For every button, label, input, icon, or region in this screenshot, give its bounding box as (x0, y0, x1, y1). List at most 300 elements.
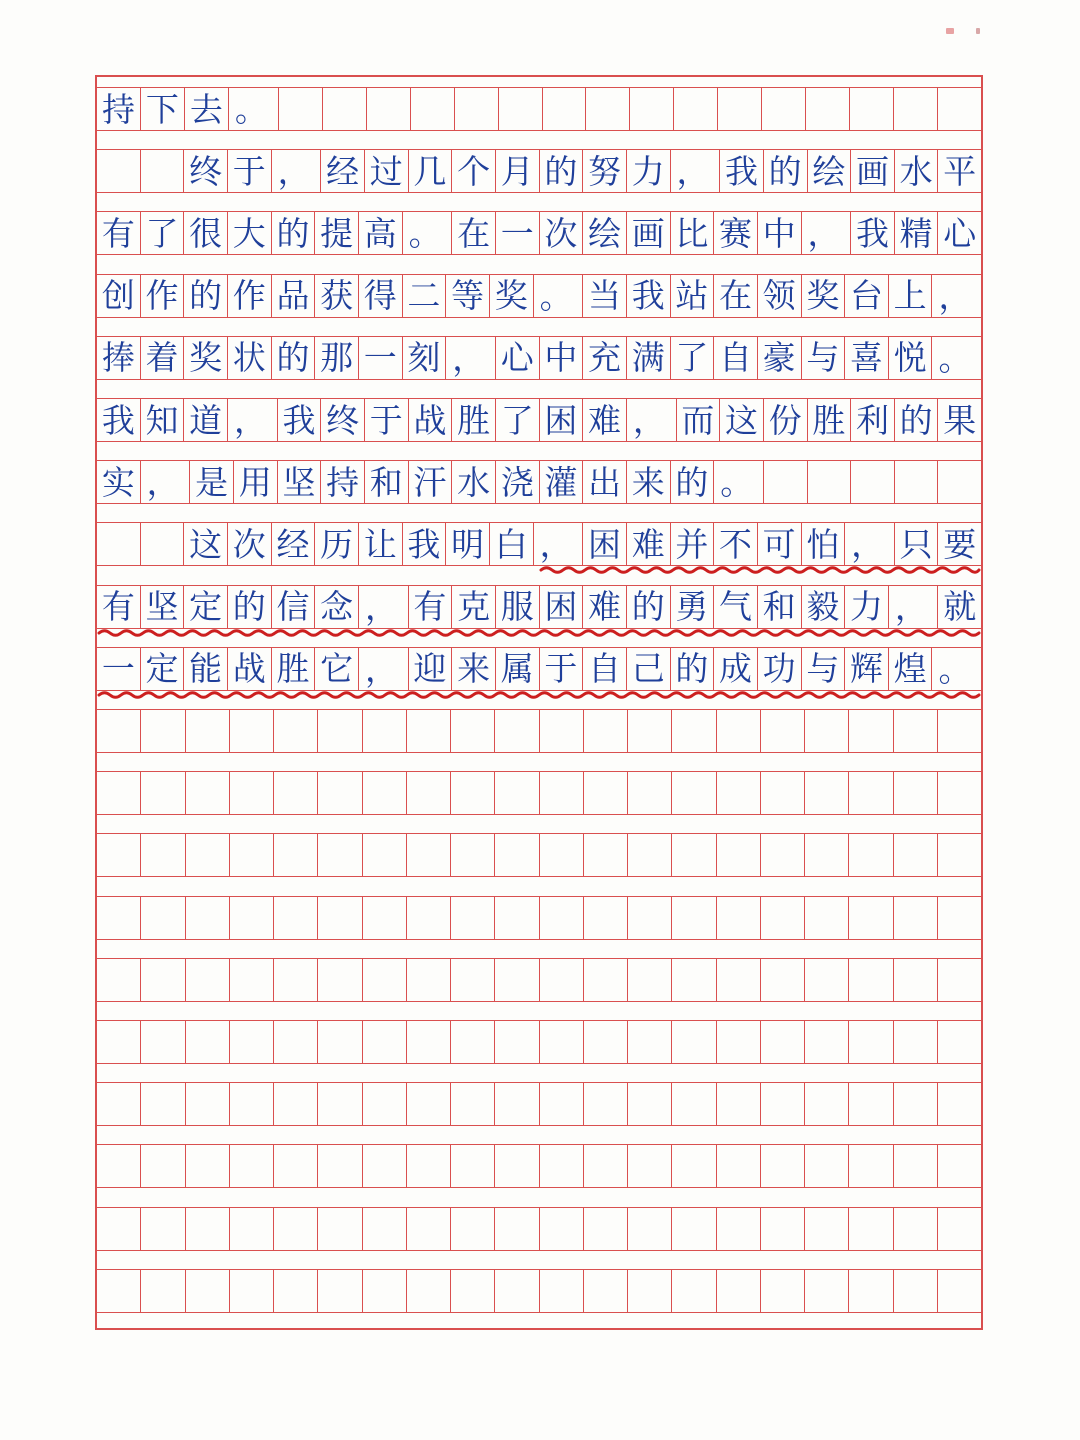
grid-cell (97, 523, 141, 565)
grid-cell (97, 834, 141, 876)
grid-cell (97, 772, 141, 814)
grid-cell (363, 710, 407, 752)
grid-cell: 心 (496, 337, 540, 379)
grid-cell (630, 88, 674, 130)
grid-cell (761, 1270, 805, 1312)
grid-cell (274, 834, 318, 876)
grid-cell (451, 834, 495, 876)
grid-cell (717, 772, 761, 814)
grid-cell (717, 1021, 761, 1063)
grid-cell: 中 (758, 212, 802, 254)
grid-cell (805, 897, 849, 939)
grid-row (97, 1269, 981, 1313)
grid-cell (628, 834, 672, 876)
grid-cell (717, 1208, 761, 1250)
grid-cell: 作 (141, 275, 185, 317)
grid-cell (894, 959, 938, 1001)
grid-cell (938, 461, 981, 503)
grid-cell (367, 88, 411, 130)
grid-cell (318, 897, 362, 939)
grid-cell (407, 1083, 451, 1125)
grid-cell (894, 1145, 938, 1187)
grid-cell (584, 772, 628, 814)
grid-cell: 定 (141, 648, 185, 690)
grid-cell: 赛 (714, 212, 758, 254)
grid-cell: 。 (229, 88, 279, 130)
grid-cell (318, 1021, 362, 1063)
grid-cell: 实 (97, 461, 141, 503)
grid-cell (672, 1083, 716, 1125)
grid-cell (628, 710, 672, 752)
grid-cell (318, 959, 362, 1001)
grid-cell: 我 (97, 399, 141, 441)
grid-cell: 大 (228, 212, 272, 254)
grid-cell (97, 1145, 141, 1187)
grid-cell: 了 (671, 337, 715, 379)
grid-cell: 来 (452, 648, 496, 690)
grid-cell (628, 959, 672, 1001)
grid-cell (761, 1083, 805, 1125)
grid-cell (407, 772, 451, 814)
grid-cell (761, 710, 805, 752)
grid-cell (849, 772, 893, 814)
wavy-underline-stroke (541, 568, 979, 573)
grid-cell (805, 772, 849, 814)
grid-row (97, 398, 981, 442)
grid-cell: 精 (895, 212, 939, 254)
grid-cell (363, 834, 407, 876)
grid-cell (411, 88, 455, 130)
grid-cell (628, 897, 672, 939)
grid-cell (938, 88, 981, 130)
grid-cell: 坚 (141, 586, 185, 628)
grid-cell: 水 (895, 150, 939, 192)
grid-cell: ， (845, 523, 895, 565)
grid-cell: 汗 (409, 461, 453, 503)
grid-row (97, 771, 981, 815)
grid-cell (186, 1021, 230, 1063)
grid-row (97, 1020, 981, 1064)
grid-row (97, 647, 981, 691)
page-mark-dot (946, 28, 954, 34)
grid-cell (318, 1208, 362, 1250)
grid-cell: ， (272, 150, 322, 192)
grid-cell (455, 88, 499, 130)
grid-cell (495, 959, 539, 1001)
grid-cell (584, 1145, 628, 1187)
grid-cell: 迎 (409, 648, 453, 690)
grid-cell (674, 88, 718, 130)
grid-cell: 困 (540, 399, 584, 441)
grid-cell (584, 1021, 628, 1063)
grid-cell (495, 834, 539, 876)
grid-cell (495, 1208, 539, 1250)
grid-cell (540, 1021, 584, 1063)
grid-cell: 等 (446, 275, 490, 317)
grid-cell: 要 (943, 524, 977, 564)
grid-cell (805, 834, 849, 876)
grid-cell (584, 897, 628, 939)
page-marks (946, 28, 980, 34)
grid-cell (849, 959, 893, 1001)
grid-cell (805, 1021, 849, 1063)
grid-cell: 战 (228, 648, 272, 690)
grid-row (97, 833, 981, 877)
grid-cell (495, 1021, 539, 1063)
grid-cell: 。 (534, 275, 584, 317)
grid-cell (274, 897, 318, 939)
grid-cell: 创 (97, 275, 141, 317)
grid-cell: 克 (452, 586, 496, 628)
grid-cell (628, 1208, 672, 1250)
grid-cell: 勇 (671, 586, 715, 628)
grid-cell (894, 1208, 938, 1250)
grid-cell (761, 834, 805, 876)
grid-cell: 持 (321, 461, 365, 503)
grid-cell (186, 1208, 230, 1250)
grid-cell: 坚 (278, 461, 322, 503)
grid-cell: 知 (141, 399, 185, 441)
grid-cell: 果 (943, 400, 977, 440)
grid-cell (186, 772, 230, 814)
grid-cell: 成 (714, 648, 758, 690)
grid-cell (363, 1021, 407, 1063)
grid-cell: 得 (359, 275, 403, 317)
grid-cell (672, 1145, 716, 1187)
grid-cell: 历 (315, 523, 359, 565)
grid-cell (363, 959, 407, 1001)
grid-cell (894, 834, 938, 876)
page-mark-dot (976, 28, 980, 34)
grid-cell (318, 1083, 362, 1125)
grid-cell: ， (141, 461, 191, 503)
grid-cell: 道 (184, 399, 228, 441)
grid-cell: ， (359, 648, 409, 690)
grid-cell (761, 897, 805, 939)
grid-cell (894, 88, 938, 130)
grid-cell (628, 1270, 672, 1312)
grid-cell: 己 (627, 648, 671, 690)
grid-cell: 而 (677, 399, 721, 441)
grid-cell (141, 1145, 185, 1187)
grid-cell: 心 (943, 213, 977, 253)
grid-cell (363, 1083, 407, 1125)
grid-row (97, 211, 981, 255)
grid-cell: 和 (758, 586, 802, 628)
grid-cell: 力 (627, 150, 671, 192)
grid-cell (806, 88, 850, 130)
grid-cell (230, 1021, 274, 1063)
grid-cell: 几 (409, 150, 453, 192)
grid-cell (849, 1021, 893, 1063)
grid-cell (451, 1021, 495, 1063)
grid-cell (363, 897, 407, 939)
grid-cell: 。 (938, 649, 972, 689)
grid-cell: 我 (627, 275, 671, 317)
grid-cell (584, 1270, 628, 1312)
grid-cell: 次 (228, 523, 272, 565)
grid-cell: 信 (272, 586, 316, 628)
grid-cell (717, 710, 761, 752)
grid-cell: 它 (315, 648, 359, 690)
grid-cell (849, 1145, 893, 1187)
grid-cell: 捧 (97, 337, 141, 379)
grid-cell (849, 710, 893, 752)
grid-cell (186, 1083, 230, 1125)
grid-cell: 品 (272, 275, 316, 317)
grid-cell (764, 461, 808, 503)
grid-cell: 过 (365, 150, 409, 192)
grid-cell: 了 (141, 212, 185, 254)
grid-cell: 一 (359, 337, 403, 379)
grid-cell (805, 710, 849, 752)
wavy-underline-stroke (99, 693, 979, 698)
grid-cell (141, 834, 185, 876)
grid-cell: 次 (540, 212, 584, 254)
grid-cell: 的 (184, 275, 228, 317)
grid-cell (97, 1083, 141, 1125)
grid-cell: 胜 (808, 399, 852, 441)
grid-cell (186, 710, 230, 752)
grid-cell: 困 (540, 586, 584, 628)
grid-cell (141, 772, 185, 814)
grid-cell (186, 959, 230, 1001)
grid-cell: 有 (409, 586, 453, 628)
grid-cell (407, 834, 451, 876)
grid-cell (717, 1083, 761, 1125)
grid-cell (274, 710, 318, 752)
grid-cell: 的 (671, 461, 715, 503)
grid-cell: 功 (758, 648, 802, 690)
grid-cell (849, 1270, 893, 1312)
grid-cell (805, 1270, 849, 1312)
grid-cell (718, 88, 762, 130)
grid-cell: ， (228, 399, 278, 441)
grid-cell (805, 1083, 849, 1125)
grid-cell (230, 772, 274, 814)
grid-cell (141, 897, 185, 939)
grid-row (97, 896, 981, 940)
grid-cell: 领 (758, 275, 802, 317)
grid-cell: 这 (184, 523, 228, 565)
grid-cell: 。 (403, 212, 453, 254)
grid-cell: 用 (234, 461, 278, 503)
grid-cell (230, 1145, 274, 1187)
grid-cell (717, 959, 761, 1001)
grid-cell (407, 1021, 451, 1063)
grid-cell: 获 (315, 275, 359, 317)
grid-row (97, 958, 981, 1002)
grid-cell (584, 1208, 628, 1250)
grid-cell (672, 710, 716, 752)
grid-cell (540, 1270, 584, 1312)
grid-cell: 在 (714, 275, 758, 317)
grid-cell (895, 461, 939, 503)
grid-cell (628, 1145, 672, 1187)
grid-cell (141, 1083, 185, 1125)
grid-cell (451, 1270, 495, 1312)
grid-cell (849, 1083, 893, 1125)
grid-cell: 来 (627, 461, 671, 503)
grid-cell (407, 1208, 451, 1250)
grid-cell: 辉 (845, 648, 889, 690)
grid-cell (318, 710, 362, 752)
grid-cell (584, 834, 628, 876)
grid-cell (230, 1083, 274, 1125)
grid-cell (495, 772, 539, 814)
grid-cell: 于 (365, 399, 409, 441)
grid-cell: 着 (141, 337, 185, 379)
grid-cell (894, 710, 938, 752)
grid-cell: 的 (228, 586, 272, 628)
grid-cell (363, 1208, 407, 1250)
grid-cell: 水 (452, 461, 496, 503)
grid-cell: 很 (184, 212, 228, 254)
grid-cell (540, 834, 584, 876)
grid-cell: 绘 (583, 212, 627, 254)
grid-cell: 一 (496, 212, 540, 254)
grid-cell (279, 88, 323, 130)
grid-cell: 努 (583, 150, 627, 192)
grid-cell: 自 (583, 648, 627, 690)
grid-cell (584, 959, 628, 1001)
grid-cell (274, 1021, 318, 1063)
grid-cell: ， (446, 337, 496, 379)
grid-cell (540, 1145, 584, 1187)
grid-cell: 难 (583, 586, 627, 628)
grid-cell (274, 959, 318, 1001)
grid-cell (97, 959, 141, 1001)
grid-cell: 自 (714, 337, 758, 379)
grid-row (97, 585, 981, 629)
grid-cell (495, 1083, 539, 1125)
grid-cell (938, 1208, 981, 1250)
grid-cell: 念 (315, 586, 359, 628)
grid-cell (540, 897, 584, 939)
grid-cell: 利 (851, 399, 895, 441)
grid-cell: 属 (496, 648, 540, 690)
grid-cell: 那 (315, 337, 359, 379)
grid-cell (938, 710, 981, 752)
grid-row (97, 1082, 981, 1126)
grid-cell: 有 (97, 212, 141, 254)
grid-cell (407, 710, 451, 752)
grid-cell: 力 (845, 586, 889, 628)
grid-cell (894, 1021, 938, 1063)
grid-cell (495, 897, 539, 939)
grid-cell (672, 772, 716, 814)
grid-cell (672, 834, 716, 876)
grid-cell (274, 1083, 318, 1125)
grid-cell (451, 897, 495, 939)
grid-cell: 中 (540, 337, 584, 379)
grid-cell: 胜 (272, 648, 316, 690)
grid-cell (230, 959, 274, 1001)
grid-cell (938, 1145, 981, 1187)
grid-cell (141, 1270, 185, 1312)
grid-cell (363, 1145, 407, 1187)
grid-cell: 的 (764, 150, 808, 192)
grid-row (97, 522, 981, 566)
grid-cell: 喜 (845, 337, 889, 379)
grid-cell: 高 (359, 212, 403, 254)
grid-cell: 豪 (758, 337, 802, 379)
grid-cell: 白 (490, 523, 534, 565)
grid-cell (894, 1270, 938, 1312)
grid-cell: 持 (97, 88, 141, 130)
grid-cell (540, 772, 584, 814)
grid-cell: 画 (851, 150, 895, 192)
grid-cell: 奖 (490, 275, 534, 317)
grid-cell: 的 (671, 648, 715, 690)
grid-cell (849, 834, 893, 876)
grid-cell: 我 (851, 212, 895, 254)
grid-cell (186, 834, 230, 876)
grid-cell (540, 1208, 584, 1250)
grid-cell: 明 (446, 523, 490, 565)
grid-cell (717, 1145, 761, 1187)
grid-cell: 份 (764, 399, 808, 441)
grid-cell (851, 461, 895, 503)
grid-cell: 了 (496, 399, 540, 441)
grid-cell (274, 1208, 318, 1250)
grid-cell (805, 959, 849, 1001)
grid-cell: 我 (720, 150, 764, 192)
grid-cell: 的 (895, 399, 939, 441)
grid-cell (363, 1270, 407, 1312)
grid-cell: 刻 (403, 337, 447, 379)
grid-cell (761, 959, 805, 1001)
grid-row (97, 460, 981, 504)
grid-row (97, 1207, 981, 1251)
grid-cell: ， (359, 586, 409, 628)
grid-cell: 站 (671, 275, 715, 317)
grid-cell (407, 959, 451, 1001)
grid-cell (407, 1145, 451, 1187)
grid-cell (672, 959, 716, 1001)
grid-cell: 浇 (496, 461, 540, 503)
grid-cell (451, 1083, 495, 1125)
grid-cell: 去 (185, 88, 229, 130)
grid-cell: 下 (141, 88, 185, 130)
grid-row (97, 149, 981, 193)
grid-cell (230, 897, 274, 939)
grid-cell: 只 (895, 523, 939, 565)
grid-cell: 状 (228, 337, 272, 379)
grid-cell: 我 (403, 523, 447, 565)
grid-cell (543, 88, 587, 130)
grid-cell: 就 (943, 587, 977, 627)
grid-cell (672, 1021, 716, 1063)
grid-cell (451, 1145, 495, 1187)
grid-cell (451, 959, 495, 1001)
grid-cell (141, 150, 185, 192)
grid-cell: 难 (583, 399, 627, 441)
grid-cell (230, 1270, 274, 1312)
grid-cell: ， (938, 276, 972, 316)
grid-cell: 于 (540, 648, 584, 690)
grid-row (97, 709, 981, 753)
grid-cell (141, 1208, 185, 1250)
grid-cell (141, 710, 185, 752)
grid-cell (495, 1270, 539, 1312)
grid-cell (938, 897, 981, 939)
grid-cell (672, 897, 716, 939)
grid-cell (141, 1021, 185, 1063)
grid-cell: 气 (714, 586, 758, 628)
grid-cell: 胜 (452, 399, 496, 441)
grid-cell: 服 (496, 586, 540, 628)
